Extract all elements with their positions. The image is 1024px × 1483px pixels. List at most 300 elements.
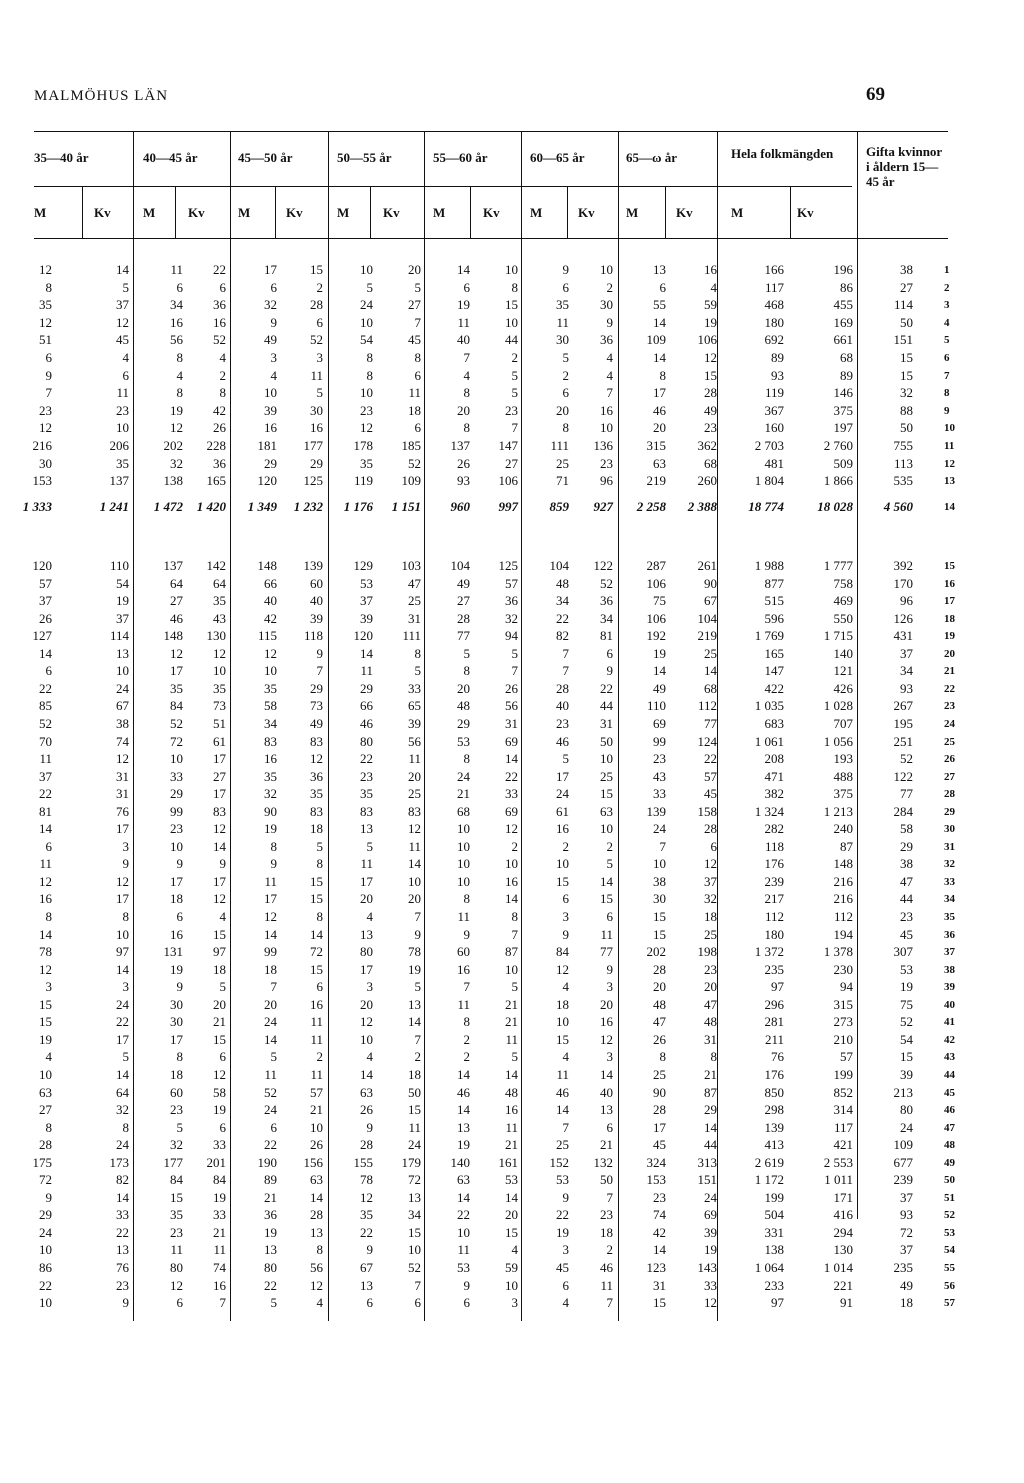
table-cell: 45: [704, 786, 717, 802]
table-cell: 14: [116, 1066, 129, 1082]
table-cell: 50: [408, 1084, 421, 1100]
table-cell: 72: [408, 1172, 421, 1188]
table-cell: 8: [562, 420, 569, 436]
table-cell: 210: [833, 1031, 853, 1047]
table-cell: 25: [600, 768, 613, 784]
row-number: 39: [944, 981, 955, 994]
row-number: 50: [944, 1174, 955, 1187]
table-cell: 34: [408, 1207, 421, 1223]
table-cell: 48: [457, 698, 470, 714]
table-cell: 76: [771, 1049, 784, 1065]
table-cell: 113: [893, 455, 913, 471]
table-cell: 202: [163, 438, 183, 453]
sex-subheader: Kv: [286, 205, 303, 220]
table-cell: 23: [704, 420, 717, 436]
table-cell: 35: [360, 786, 373, 802]
table-cell: 12: [39, 873, 52, 889]
table-cell: 197: [833, 420, 853, 436]
row-number: 52: [944, 1209, 955, 1222]
table-cell: 68: [704, 680, 717, 696]
table-cell: 49: [900, 1277, 913, 1293]
table-cell: 228: [206, 438, 226, 453]
table-cell: 24: [39, 1224, 52, 1240]
table-cell: 75: [653, 593, 666, 609]
table-cell: 195: [893, 715, 913, 731]
table-cell: 93: [900, 1207, 913, 1223]
table-cell: 1 213: [823, 803, 853, 819]
column-group-header: 45—50 år: [238, 150, 293, 165]
table-cell: 6: [219, 279, 226, 295]
table-cell: 10: [457, 873, 470, 889]
table-cell: 7: [562, 663, 569, 679]
table-cell: 14: [505, 1066, 518, 1082]
table-cell: 37: [116, 610, 129, 626]
table-cell: 219: [697, 628, 717, 644]
table-cell: 72: [39, 1172, 52, 1188]
table-cell: 28: [704, 385, 717, 401]
table-cell: 53: [900, 961, 913, 977]
table-cell: 94: [505, 628, 518, 644]
table-cell: 82: [116, 1172, 129, 1188]
column-group-header: 40—45 år: [143, 150, 198, 165]
table-cell: 196: [833, 262, 853, 277]
table-cell: 230: [833, 961, 853, 977]
table-cell: 109: [646, 332, 666, 348]
table-cell: 44: [704, 1137, 717, 1153]
table-cell: 63: [653, 455, 666, 471]
table-cell: 91: [840, 1295, 853, 1311]
total-cell: 2 258: [636, 499, 666, 514]
table-cell: 221: [833, 1277, 853, 1293]
table-cell: 14: [704, 1119, 717, 1135]
table-cell: 5: [562, 751, 569, 767]
row-number: 16: [944, 577, 955, 590]
table-cell: 208: [764, 751, 784, 767]
table-cell: 8: [414, 645, 421, 661]
table-cell: 46: [653, 402, 666, 418]
table-cell: 14: [457, 1066, 470, 1082]
table-cell: 1 035: [754, 698, 784, 714]
table-cell: 23: [39, 402, 52, 418]
table-cell: 181: [257, 438, 277, 453]
column-group-header: Hela folkmängden: [731, 146, 834, 161]
group-divider: [328, 131, 329, 1321]
table-cell: 83: [310, 733, 323, 749]
table-cell: 46: [457, 1084, 470, 1100]
table-cell: 12: [264, 909, 277, 924]
table-cell: 177: [303, 438, 323, 453]
table-cell: 38: [116, 715, 129, 731]
table-cell: 8: [414, 350, 421, 365]
table-cell: 28: [653, 1102, 666, 1118]
table-cell: 52: [408, 455, 421, 471]
table-cell: 15: [310, 961, 323, 977]
table-cell: 6: [606, 909, 613, 924]
table-cell: 19: [170, 402, 183, 418]
table-cell: 64: [116, 1084, 129, 1100]
page-number: 69: [866, 84, 885, 105]
table-cell: 148: [833, 856, 853, 872]
table-cell: 5: [219, 979, 226, 995]
table-cell: 104: [697, 610, 717, 626]
table-cell: 124: [697, 733, 717, 749]
table-cell: 31: [408, 610, 421, 626]
table-cell: 23: [900, 909, 913, 924]
table-cell: 18: [900, 1295, 913, 1311]
table-cell: 5: [511, 367, 518, 383]
table-cell: 64: [213, 575, 226, 591]
table-cell: 50: [900, 420, 913, 436]
table-cell: 99: [653, 733, 666, 749]
table-cell: 14: [360, 1066, 373, 1082]
table-cell: 82: [556, 628, 569, 644]
row-number: 23: [944, 700, 955, 713]
table-cell: 74: [116, 733, 129, 749]
table-cell: 24: [116, 680, 129, 696]
table-cell: 179: [401, 1154, 421, 1170]
table-cell: 24: [264, 1102, 277, 1118]
table-cell: 17: [360, 873, 373, 889]
table-cell: 63: [310, 1172, 323, 1188]
table-cell: 48: [704, 1014, 717, 1030]
table-cell: 20: [653, 979, 666, 995]
group-divider: [230, 131, 231, 1321]
table-cell: 32: [116, 1102, 129, 1118]
table-cell: 27: [408, 297, 421, 313]
group-divider: [424, 131, 425, 1321]
table-cell: 37: [900, 1189, 913, 1205]
table-cell: 33: [704, 1277, 717, 1293]
table-cell: 84: [170, 1172, 183, 1188]
table-cell: 2: [511, 838, 518, 854]
table-cell: 34: [600, 610, 613, 626]
table-cell: 49: [653, 680, 666, 696]
table-cell: 35: [213, 593, 226, 609]
table-cell: 33: [116, 1207, 129, 1223]
table-cell: 12: [704, 350, 717, 365]
table-cell: 16: [600, 402, 613, 418]
table-cell: 93: [900, 680, 913, 696]
table-cell: 20: [457, 402, 470, 418]
table-cell: 12: [704, 856, 717, 872]
table-cell: 3: [270, 350, 277, 365]
table-cell: 10: [39, 1066, 52, 1082]
table-cell: 7: [316, 663, 323, 679]
table-cell: 4: [176, 367, 183, 383]
row-number: 25: [944, 735, 955, 748]
table-cell: 50: [600, 1172, 613, 1188]
row-number: 27: [944, 770, 955, 783]
table-cell: 14: [116, 1189, 129, 1205]
total-cell: 997: [498, 499, 518, 514]
table-cell: 5: [606, 856, 613, 872]
table-cell: 2 760: [823, 438, 853, 453]
table-cell: 211: [764, 1031, 784, 1047]
table-cell: 27: [213, 768, 226, 784]
table-cell: 83: [408, 803, 421, 819]
table-cell: 66: [360, 698, 373, 714]
table-cell: 46: [170, 610, 183, 626]
table-cell: 8: [122, 909, 129, 924]
table-cell: 104: [450, 558, 470, 573]
table-cell: 32: [170, 1137, 183, 1153]
row-number: 22: [944, 682, 955, 695]
table-cell: 14: [310, 1189, 323, 1205]
table-cell: 70: [39, 733, 52, 749]
table-cell: 9: [366, 1119, 373, 1135]
table-cell: 7: [463, 350, 470, 365]
table-cell: 120: [353, 628, 373, 644]
table-cell: 504: [764, 1207, 784, 1223]
table-cell: 42: [213, 402, 226, 418]
table-cell: 138: [764, 1242, 784, 1258]
table-cell: 8: [219, 385, 226, 401]
sub-divider: [275, 186, 276, 238]
table-cell: 114: [109, 628, 129, 644]
table-cell: 185: [401, 438, 421, 453]
table-cell: 7: [270, 979, 277, 995]
table-cell: 2 619: [754, 1154, 784, 1170]
table-cell: 16: [264, 751, 277, 767]
table-cell: 84: [213, 1172, 226, 1188]
table-cell: 17: [213, 751, 226, 767]
table-cell: 3: [562, 1242, 569, 1258]
table-cell: 45: [556, 1260, 569, 1275]
table-cell: 11: [360, 856, 373, 872]
table-cell: 199: [833, 1066, 853, 1082]
table-cell: 63: [600, 803, 613, 819]
table-cell: 28: [39, 1137, 52, 1153]
table-cell: 24: [556, 786, 569, 802]
table-cell: 14: [653, 663, 666, 679]
table-cell: 12: [213, 645, 226, 661]
row-number: 2: [944, 281, 950, 294]
table-cell: 14: [39, 645, 52, 661]
table-cell: 21: [213, 1014, 226, 1030]
table-cell: 16: [505, 873, 518, 889]
table-cell: 6: [659, 279, 666, 295]
table-cell: 19: [653, 645, 666, 661]
table-cell: 8: [511, 909, 518, 924]
table-cell: 19: [213, 1102, 226, 1118]
row-number: 55: [944, 1262, 955, 1274]
table-cell: 13: [264, 1242, 277, 1258]
table-cell: 12: [116, 751, 129, 767]
table-cell: 9: [45, 367, 52, 383]
table-cell: 86: [39, 1260, 52, 1275]
table-cell: 11: [600, 1277, 613, 1293]
table-cell: 158: [697, 803, 717, 819]
table-cell: 22: [116, 1014, 129, 1030]
table-cell: 26: [505, 680, 518, 696]
table-cell: 9: [270, 314, 277, 330]
table-cell: 11: [310, 367, 323, 383]
table-cell: 202: [646, 944, 666, 960]
total-cell: 1 349: [247, 499, 277, 514]
table-cell: 6: [366, 1295, 373, 1311]
table-cell: 45: [408, 332, 421, 348]
table-cell: 137: [450, 438, 470, 453]
row-number: 31: [944, 840, 955, 853]
row-number: 53: [944, 1226, 955, 1239]
table-cell: 4: [45, 1049, 52, 1065]
table-cell: 61: [213, 733, 226, 749]
table-cell: 16: [505, 1102, 518, 1118]
table-cell: 5: [414, 979, 421, 995]
table-cell: 40: [310, 593, 323, 609]
table-cell: 15: [900, 1049, 913, 1065]
sub-divider: [82, 186, 83, 238]
row-number: 6: [944, 352, 950, 364]
table-cell: 35: [556, 297, 569, 313]
table-cell: 35: [310, 786, 323, 802]
table-cell: 4: [270, 367, 277, 383]
table-cell: 30: [170, 1014, 183, 1030]
table-cell: 57: [39, 575, 52, 591]
table-cell: 4: [606, 367, 613, 383]
table-cell: 11: [310, 1066, 323, 1082]
table-cell: 10: [170, 751, 183, 767]
row-number: 1: [944, 264, 950, 276]
table-cell: 78: [360, 1172, 373, 1188]
table-cell: 4: [606, 350, 613, 365]
table-cell: 81: [600, 628, 613, 644]
table-cell: 14: [505, 751, 518, 767]
table-cell: 90: [264, 803, 277, 819]
table-cell: 32: [900, 385, 913, 401]
table-cell: 43: [653, 768, 666, 784]
table-cell: 21: [264, 1189, 277, 1205]
table-cell: 83: [213, 803, 226, 819]
table-cell: 13: [600, 1102, 613, 1118]
table-cell: 75: [900, 996, 913, 1012]
table-cell: 47: [900, 873, 913, 889]
table-cell: 15: [213, 1031, 226, 1047]
table-cell: 137: [163, 558, 183, 573]
table-cell: 170: [893, 575, 913, 591]
sex-subheader: Kv: [188, 205, 205, 220]
row-number: 57: [944, 1297, 955, 1310]
table-cell: 60: [310, 575, 323, 591]
row-number: 30: [944, 823, 955, 836]
table-cell: 375: [833, 786, 853, 802]
table-cell: 12: [213, 891, 226, 907]
table-cell: 2: [606, 1242, 613, 1258]
table-cell: 20: [408, 262, 421, 277]
table-cell: 33: [505, 786, 518, 802]
table-cell: 15: [310, 891, 323, 907]
sex-subheader: M: [337, 205, 350, 220]
table-cell: 99: [264, 944, 277, 960]
table-cell: 488: [833, 768, 853, 784]
table-cell: 14: [116, 262, 129, 277]
table-cell: 11: [457, 1242, 470, 1258]
table-cell: 176: [764, 1066, 784, 1082]
table-cell: 4: [562, 1049, 569, 1065]
row-number: 10: [944, 422, 955, 435]
table-cell: 550: [833, 610, 853, 626]
table-cell: 17: [264, 262, 277, 277]
table-cell: 3: [606, 1049, 613, 1065]
table-cell: 177: [163, 1154, 183, 1170]
table-cell: 18: [170, 891, 183, 907]
table-cell: 9: [122, 1295, 129, 1311]
table-cell: 23: [704, 961, 717, 977]
table-cell: 35: [39, 297, 52, 313]
table-cell: 83: [360, 803, 373, 819]
table-cell: 9: [122, 856, 129, 872]
table-cell: 6: [316, 979, 323, 995]
table-cell: 31: [600, 715, 613, 731]
table-cell: 8: [659, 1049, 666, 1065]
table-cell: 77: [900, 786, 913, 802]
table-cell: 23: [360, 768, 373, 784]
table-cell: 10: [505, 961, 518, 977]
table-cell: 17: [653, 1119, 666, 1135]
row-number: 45: [944, 1086, 955, 1099]
total-cell: 1 420: [196, 499, 226, 514]
table-cell: 11: [457, 996, 470, 1012]
table-cell: 46: [556, 1084, 569, 1100]
table-cell: 15: [213, 926, 226, 942]
table-cell: 22: [505, 768, 518, 784]
table-cell: 758: [833, 575, 853, 591]
table-cell: 10: [653, 856, 666, 872]
table-cell: 261: [697, 558, 717, 573]
table-cell: 37: [900, 645, 913, 661]
table-cell: 5: [316, 385, 323, 401]
table-cell: 14: [457, 262, 470, 277]
table-cell: 114: [893, 297, 913, 313]
table-cell: 73: [213, 698, 226, 714]
table-cell: 46: [360, 715, 373, 731]
table-cell: 8: [316, 856, 323, 872]
table-cell: 23: [170, 1224, 183, 1240]
table-cell: 15: [653, 926, 666, 942]
sex-subheader: M: [433, 205, 446, 220]
table-cell: 35: [264, 768, 277, 784]
table-cell: 13: [116, 645, 129, 661]
table-cell: 14: [39, 821, 52, 837]
sub-divider: [790, 186, 791, 238]
table-cell: 2: [219, 367, 226, 383]
table-cell: 5: [414, 279, 421, 295]
table-cell: 24: [704, 1189, 717, 1205]
table-cell: 48: [653, 996, 666, 1012]
table-cell: 52: [170, 715, 183, 731]
table-cell: 74: [653, 1207, 666, 1223]
table-cell: 9: [270, 856, 277, 872]
table-cell: 28: [310, 297, 323, 313]
table-cell: 59: [505, 1260, 518, 1275]
row-number: 24: [944, 717, 955, 730]
table-cell: 176: [764, 856, 784, 872]
table-cell: 6: [45, 350, 52, 365]
table-cell: 13: [360, 926, 373, 942]
table-cell: 8: [463, 420, 470, 436]
table-cell: 40: [264, 593, 277, 609]
table-cell: 1 988: [754, 558, 784, 573]
table-cell: 58: [213, 1084, 226, 1100]
table-cell: 19: [264, 821, 277, 837]
sex-subheader: M: [143, 205, 156, 220]
table-cell: 6: [45, 663, 52, 679]
table-cell: 87: [840, 838, 853, 854]
table-cell: 36: [310, 768, 323, 784]
table-cell: 56: [408, 733, 421, 749]
sex-subheader: Kv: [94, 205, 111, 220]
table-cell: 1 769: [754, 628, 784, 644]
